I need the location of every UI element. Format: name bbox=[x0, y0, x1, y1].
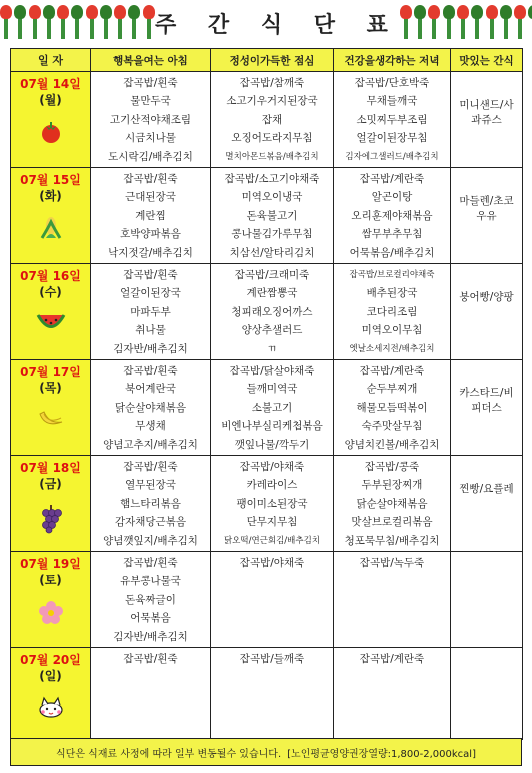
dinner-cell bbox=[334, 360, 451, 456]
menu-item: 햄느타리볶음 bbox=[120, 497, 181, 510]
menu-item: 잡곡밥/야채죽 bbox=[239, 557, 305, 569]
menu-item: 돈육짜글이 bbox=[125, 593, 176, 606]
lunch-cell bbox=[211, 648, 334, 740]
menu-item: 잡곡밥/들깨죽 bbox=[239, 653, 305, 665]
dinner-cell bbox=[334, 168, 451, 264]
dinner-cell bbox=[334, 456, 451, 552]
menu-item: 유부콩나물국 bbox=[120, 575, 181, 588]
menu-item: 취나물 bbox=[135, 324, 166, 337]
menu-item: 어묵볶음/배추김치 bbox=[349, 246, 435, 259]
day-cell bbox=[11, 360, 91, 456]
menu-item: 근대된장국 bbox=[125, 191, 176, 204]
menu-item: 오징어도라지무침 bbox=[231, 132, 313, 145]
menu-item: 해물모듬떡볶이 bbox=[356, 401, 428, 414]
day-cell bbox=[11, 168, 91, 264]
menu-item: 잡곡밥/계란죽 bbox=[359, 173, 425, 185]
day-row bbox=[11, 360, 523, 456]
menu-item: 고기산적야채조림 bbox=[109, 113, 192, 126]
lunch-cell-list bbox=[211, 72, 333, 166]
lunch-cell-list bbox=[211, 552, 333, 572]
menu-item: 양념깻잎지/배추김치 bbox=[103, 534, 198, 547]
menu-item: 북어계란국 bbox=[125, 383, 176, 396]
breakfast-cell bbox=[91, 264, 211, 360]
snack-label: 마들렌/초코우유 bbox=[459, 195, 514, 222]
menu-item: 얼갈이된장국 bbox=[120, 287, 181, 300]
menu-item: 엣날소세지전/배추김치 bbox=[349, 343, 435, 354]
weekday-label: (수) bbox=[39, 285, 62, 299]
menu-item: 맛살브로컬리볶음 bbox=[351, 516, 433, 529]
breakfast-cell-list bbox=[91, 456, 210, 550]
day-cell bbox=[11, 552, 91, 648]
day-row bbox=[11, 456, 523, 552]
dinner-cell-list bbox=[334, 168, 450, 262]
menu-item: 미역오이냉국 bbox=[241, 191, 303, 204]
lunch-cell bbox=[211, 360, 334, 456]
date-label: 07월 17일 bbox=[20, 365, 81, 379]
menu-item: 닭순살야채볶음 bbox=[114, 401, 186, 414]
snack-cell bbox=[451, 360, 523, 456]
menu-item: 잡곡밥/계란죽 bbox=[359, 653, 425, 665]
header-row bbox=[11, 49, 523, 72]
menu-item: 멸치아몬드볶음/배추김치 bbox=[225, 151, 319, 162]
menu-item: 감자채당근볶음 bbox=[114, 516, 186, 529]
menu-item: 소밋찌두부조림 bbox=[356, 113, 428, 126]
menu-item: 잡곡밥/흰죽 bbox=[123, 461, 178, 473]
day-row bbox=[11, 552, 523, 648]
menu-item: 오리훈제야채볶음 bbox=[351, 209, 433, 222]
date-label: 07월 14일 bbox=[20, 77, 81, 91]
weekday-label: (금) bbox=[39, 477, 62, 491]
snack-cell bbox=[451, 552, 523, 648]
header-snack: 맛있는 간식 bbox=[451, 49, 523, 72]
watermelon-icon bbox=[11, 312, 90, 336]
lunch-cell bbox=[211, 72, 334, 168]
menu-item: 양념고추지/배추김치 bbox=[103, 438, 198, 451]
lunch-cell-list bbox=[211, 648, 333, 668]
breakfast-cell bbox=[91, 456, 211, 552]
menu-item: 양념치킨볼/배추김치 bbox=[344, 438, 440, 451]
menu-item: 김자에그샐러드/배추김치 bbox=[345, 151, 439, 162]
menu-item: 잡곡밥/흰죽 bbox=[123, 653, 178, 665]
breakfast-cell-list bbox=[91, 360, 210, 454]
breakfast-cell-list bbox=[91, 648, 210, 668]
menu-item: 잡곡밥/브로컬리야채죽 bbox=[349, 270, 435, 280]
weekday-label: (월) bbox=[39, 93, 62, 107]
day-row bbox=[11, 72, 523, 168]
menu-item: 깻잎나물/깍두기 bbox=[234, 438, 310, 451]
menu-item: 잡곡밥/단호박죽 bbox=[354, 77, 430, 89]
menu-item: 잡채 bbox=[261, 113, 283, 126]
flower-icon bbox=[11, 600, 90, 630]
breakfast-cell bbox=[91, 360, 211, 456]
page-title: 주 간 식 단 표 bbox=[155, 12, 400, 38]
menu-item: 소불고기 bbox=[251, 401, 293, 414]
menu-item: 잡곡밥/흰죽 bbox=[123, 173, 178, 185]
menu-item: 콩나물김가루무침 bbox=[231, 228, 313, 241]
snack-label bbox=[451, 648, 522, 674]
menu-item: 소고기우거지된장국 bbox=[226, 95, 318, 108]
day-cell bbox=[11, 264, 91, 360]
dinner-cell bbox=[334, 648, 451, 740]
footer-note bbox=[10, 738, 522, 766]
header-dinner: 건강을생각하는 저녁 bbox=[334, 49, 451, 72]
header-lunch: 정성이가득한 점심 bbox=[211, 49, 334, 72]
menu-item: 낙지젓갈/배추김치 bbox=[108, 246, 193, 259]
menu-item: 비엔나부실리케첩볶음 bbox=[221, 420, 323, 433]
banana-icon bbox=[11, 408, 90, 434]
menu-item: 열무된장국 bbox=[125, 479, 176, 492]
menu-item: 잡곡밥/흰죽 bbox=[123, 77, 178, 89]
title-band bbox=[0, 0, 532, 46]
header-day: 일 자 bbox=[11, 49, 91, 72]
date-label: 07월 18일 bbox=[20, 461, 81, 475]
menu-item: 알곤이탕 bbox=[371, 191, 413, 204]
menu-item: 닭오떡/연근회김/배추김치 bbox=[223, 535, 321, 546]
header-breakfast: 행복을여는 아침 bbox=[91, 49, 211, 72]
menu-item: 코다리조림 bbox=[366, 305, 418, 318]
lunch-cell-list bbox=[211, 168, 333, 262]
snack-cell bbox=[451, 168, 523, 264]
menu-item: 잡곡밥/콩죽 bbox=[364, 461, 420, 473]
lunch-cell bbox=[211, 264, 334, 360]
snack-label: 붕어빵/양팡 bbox=[459, 291, 514, 303]
breakfast-cell bbox=[91, 72, 211, 168]
lunch-cell bbox=[211, 456, 334, 552]
menu-item: 청피래오징어까스 bbox=[231, 305, 313, 318]
menu-item: 호박양파볶음 bbox=[120, 228, 181, 241]
menu-item: 무생채 bbox=[135, 420, 166, 433]
breakfast-cell-list bbox=[91, 264, 210, 358]
dinner-cell bbox=[334, 72, 451, 168]
snack-cell bbox=[451, 456, 523, 552]
menu-item: 배추된장국 bbox=[366, 287, 418, 300]
menu-item: 시금치나물 bbox=[125, 132, 176, 145]
menu-item: 잡곡밥/소고기야채죽 bbox=[224, 173, 320, 185]
dinner-cell bbox=[334, 264, 451, 360]
menu-item: 잡곡밥/흰죽 bbox=[123, 365, 178, 377]
right-decoration bbox=[400, 3, 532, 43]
menu-item: 미역오이무침 bbox=[361, 324, 423, 337]
menu-item: 돈육불고기 bbox=[246, 209, 298, 222]
menu-item: 김자반/배추김치 bbox=[113, 630, 188, 643]
menu-item: 잡곡밥/녹두죽 bbox=[359, 557, 425, 569]
corn-icon bbox=[11, 216, 90, 244]
menu-item: 치삼선/알타리김치 bbox=[229, 246, 315, 259]
menu-item: 카레라이스 bbox=[246, 479, 298, 492]
breakfast-cell bbox=[91, 168, 211, 264]
snack-label: 카스타드/비피더스 bbox=[459, 387, 514, 414]
menu-item: 잡곡밥/계란죽 bbox=[359, 365, 425, 377]
menu-item: 잡곡밥/흰죽 bbox=[123, 557, 178, 569]
weekday-label: (일) bbox=[39, 669, 62, 683]
dinner-cell-list bbox=[334, 264, 450, 358]
weekly-menu-table bbox=[10, 48, 523, 740]
breakfast-cell-list bbox=[91, 72, 210, 166]
lunch-cell bbox=[211, 552, 334, 648]
lunch-cell-list bbox=[211, 456, 333, 550]
day-row bbox=[11, 264, 523, 360]
menu-item: 두부된장찌개 bbox=[361, 479, 423, 492]
snack-cell bbox=[451, 648, 523, 740]
breakfast-cell-list bbox=[91, 552, 210, 646]
menu-item: 양상추샐러드 bbox=[241, 324, 303, 337]
snack-label bbox=[451, 552, 522, 578]
dinner-cell-list bbox=[334, 72, 450, 166]
footer-calories: [노인평균영양권장열량:1,800-2,000kcal] bbox=[287, 748, 476, 760]
dinner-cell-list bbox=[334, 456, 450, 550]
day-cell bbox=[11, 648, 91, 740]
dinner-cell-list bbox=[334, 648, 450, 668]
menu-item: 잡곡밥/야채죽 bbox=[239, 461, 305, 473]
menu-item: 마파두부 bbox=[130, 305, 171, 318]
breakfast-cell bbox=[91, 648, 211, 740]
day-row bbox=[11, 168, 523, 264]
menu-item: 팽이미소된장국 bbox=[236, 497, 308, 510]
day-cell bbox=[11, 72, 91, 168]
snack-label: 찐빵/요플레 bbox=[459, 483, 514, 495]
snack-cell bbox=[451, 72, 523, 168]
lunch-cell bbox=[211, 168, 334, 264]
menu-item: 숙주맛살무침 bbox=[361, 420, 423, 433]
breakfast-cell-list bbox=[91, 168, 210, 262]
weekday-label: (목) bbox=[39, 381, 62, 395]
menu-item: 계란찜 bbox=[135, 209, 166, 222]
tomato-icon bbox=[11, 120, 90, 148]
grape-icon bbox=[11, 504, 90, 538]
menu-item: 쌈무부추무침 bbox=[361, 228, 423, 241]
date-label: 07월 15일 bbox=[20, 173, 81, 187]
menu-item: 잡곡밥/크래미죽 bbox=[234, 269, 310, 281]
snack-label: 미니샌드/사과쥬스 bbox=[459, 99, 514, 126]
left-decoration bbox=[0, 3, 155, 43]
menu-item: 어묵볶음 bbox=[130, 612, 171, 625]
menu-item: 계란짬뽕국 bbox=[246, 287, 298, 300]
breakfast-cell bbox=[91, 552, 211, 648]
weekday-label: (화) bbox=[39, 189, 62, 203]
menu-item: 무채들깨국 bbox=[366, 95, 418, 108]
menu-item: 물만두국 bbox=[130, 95, 171, 108]
menu-item: 잡곡밥/흰죽 bbox=[123, 269, 178, 281]
day-row bbox=[11, 648, 523, 740]
menu-item: 청포묵무침/배추김치 bbox=[344, 534, 440, 547]
menu-item: 단무지무침 bbox=[246, 516, 298, 529]
footer-notice: 식단은 식재료 사정에 따라 일부 변동될수 있습니다. bbox=[56, 748, 282, 760]
snack-cell bbox=[451, 264, 523, 360]
menu-item: 잡곡밥/닭살야채죽 bbox=[229, 365, 315, 377]
cat-icon bbox=[11, 696, 90, 722]
lunch-cell-list bbox=[211, 264, 333, 358]
menu-item: 순두부찌개 bbox=[366, 383, 418, 396]
dinner-cell bbox=[334, 552, 451, 648]
date-label: 07월 16일 bbox=[20, 269, 81, 283]
dinner-cell-list bbox=[334, 552, 450, 572]
weekday-label: (토) bbox=[39, 573, 62, 587]
day-cell bbox=[11, 456, 91, 552]
lunch-cell-list bbox=[211, 360, 333, 454]
menu-item: ㄲ bbox=[266, 342, 278, 355]
dinner-cell-list bbox=[334, 360, 450, 454]
menu-item: 얼갈이된장무침 bbox=[356, 132, 428, 145]
menu-item: 잡곡밥/참깨죽 bbox=[239, 77, 305, 89]
menu-item: 김자반/배추김치 bbox=[113, 342, 188, 355]
menu-item: 들깨미역국 bbox=[246, 383, 298, 396]
menu-item: 닭순살야채볶음 bbox=[356, 497, 428, 510]
date-label: 07월 20일 bbox=[20, 653, 81, 667]
date-label: 07월 19일 bbox=[20, 557, 81, 571]
menu-item: 도시락김/배추김치 bbox=[108, 150, 193, 163]
